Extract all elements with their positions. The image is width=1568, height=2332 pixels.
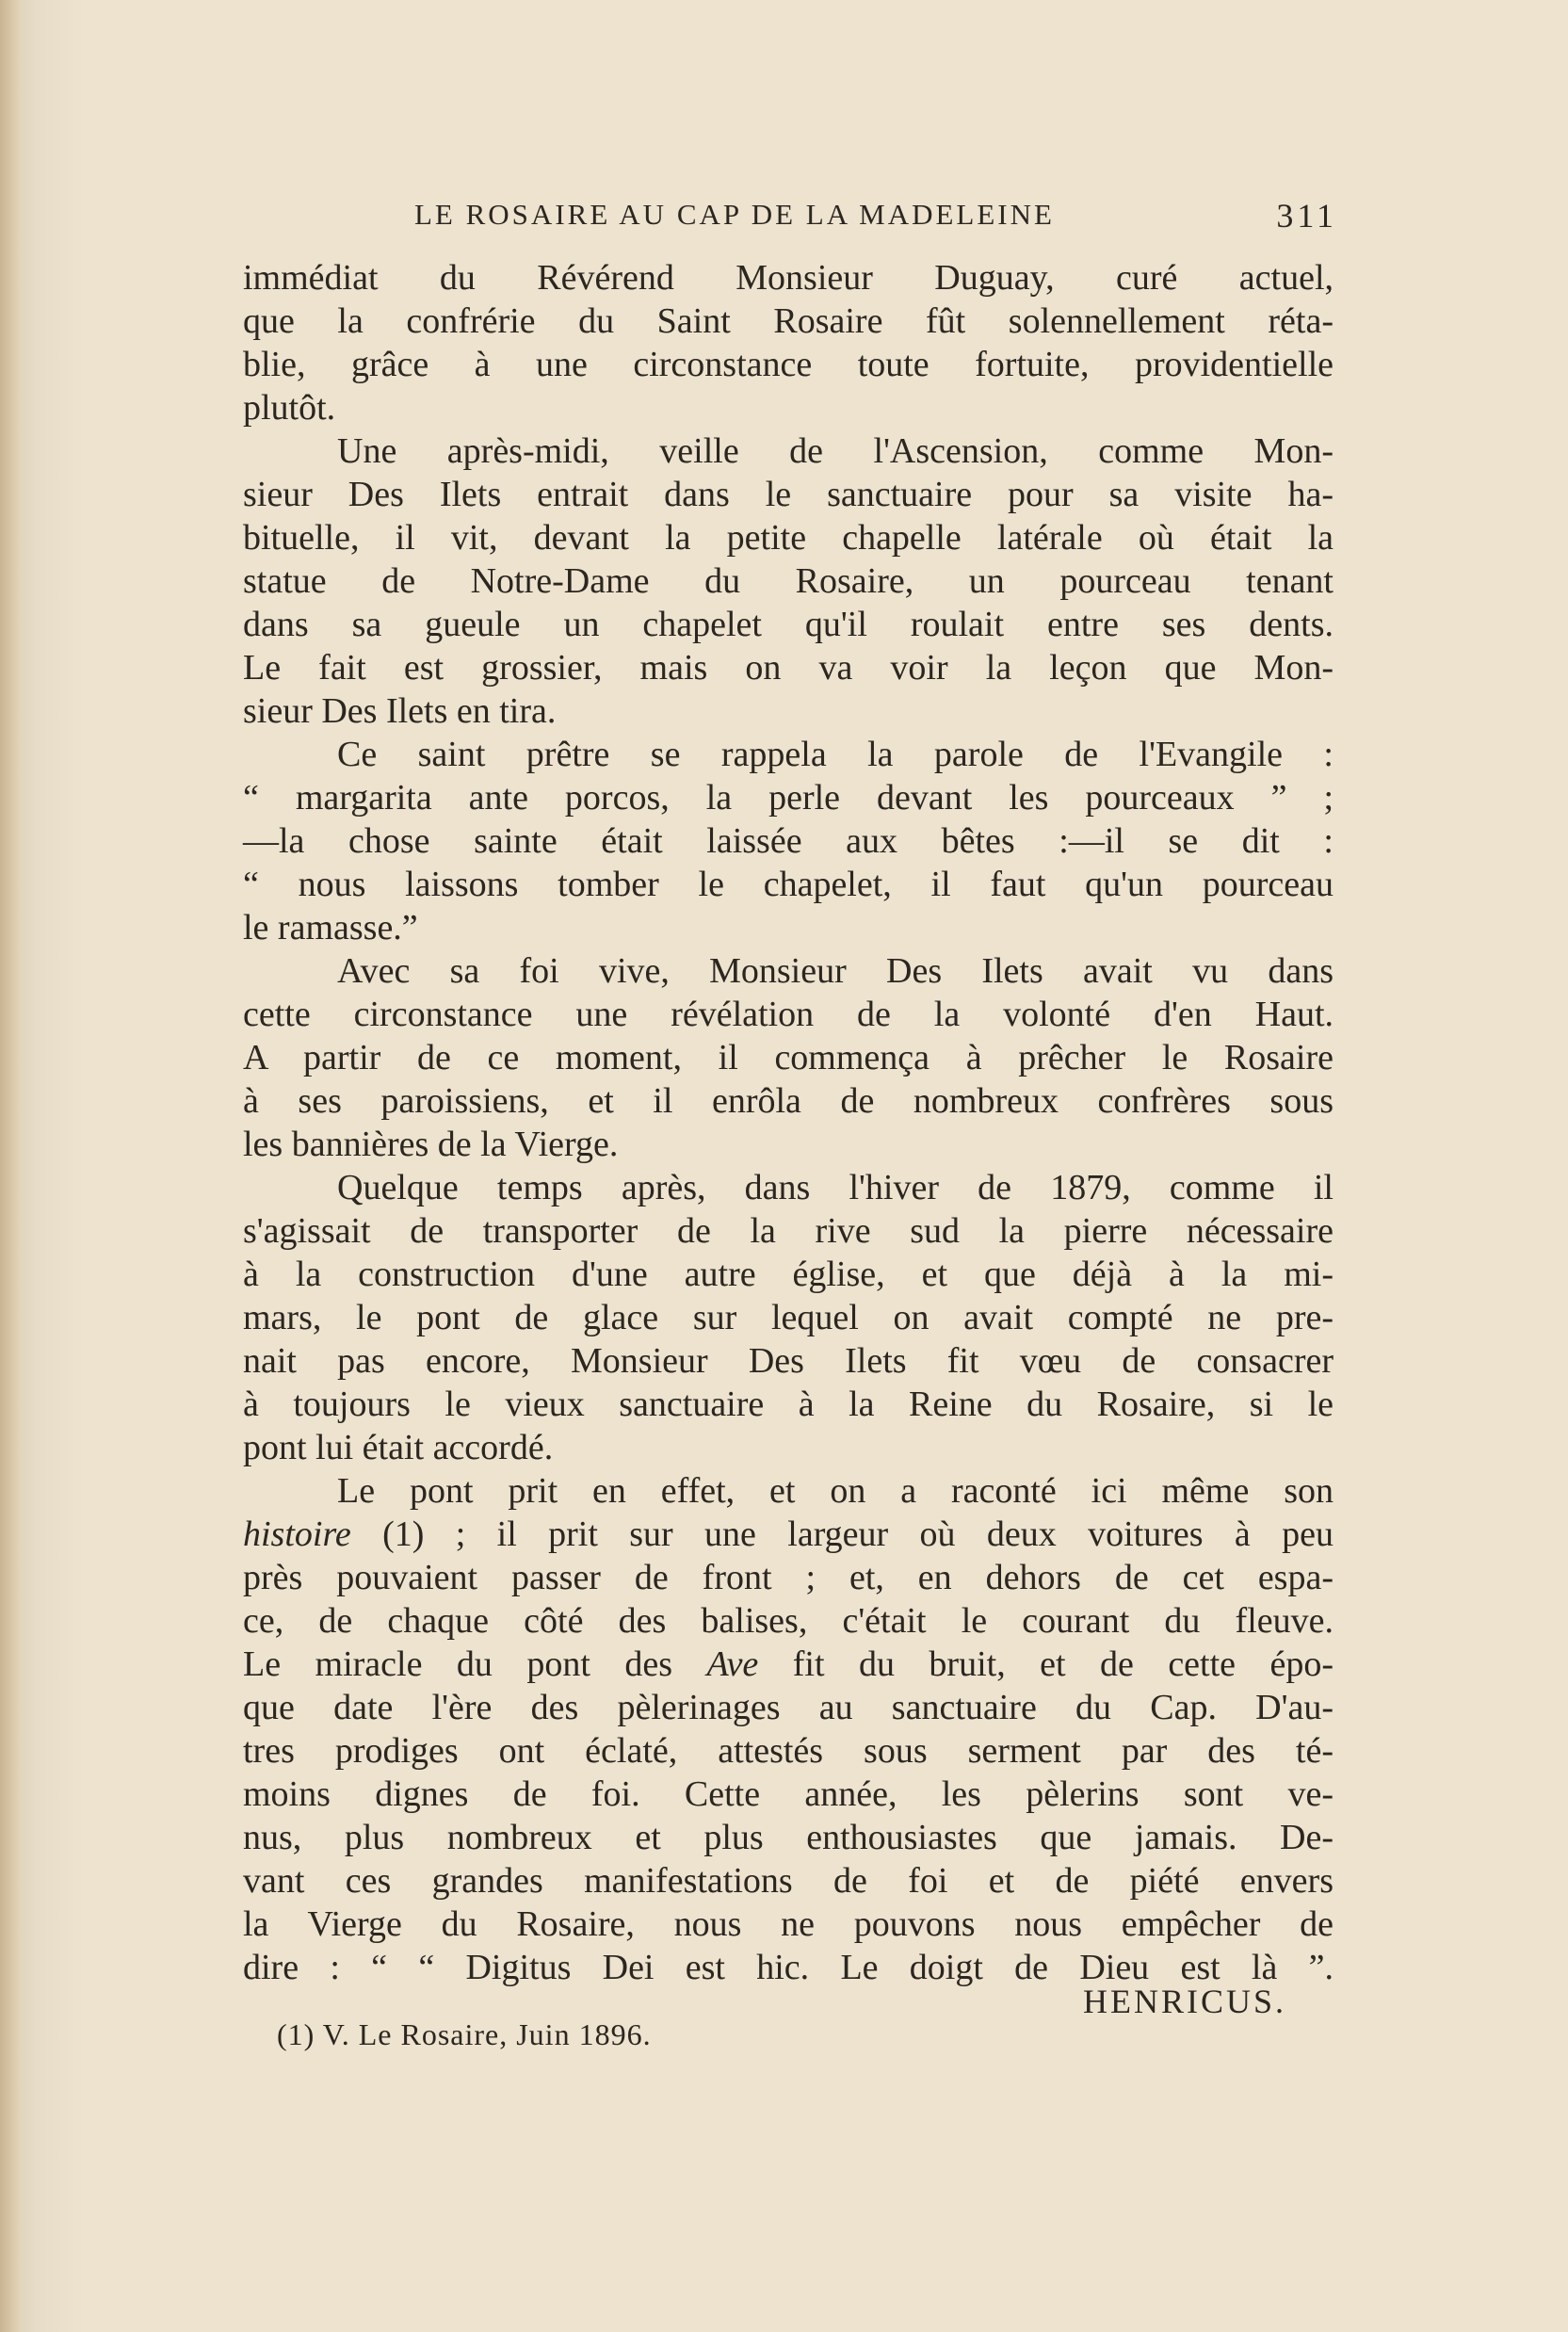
text-line: à ses paroissiens, et il enrôla de nombreux confrères sous	[243, 1081, 1334, 1121]
footnote: (1) V. Le Rosaire, Juin 1896.	[277, 2017, 652, 2051]
text-line: à la construction d'une autre église, et que déjà à la mi-	[243, 1255, 1334, 1294]
line-text-after: (1) ; il prit sur une largeur où deux voitures à peu	[350, 1514, 1334, 1554]
text-line: près pouvaient passer de front ; et, en dehors de cet espa-	[243, 1558, 1334, 1597]
text-line: dans sa gueule un chapelet qu'il roulait entre ses dents.	[243, 605, 1334, 644]
text-line: “ nous laissons tomber le chapelet, il faut qu'un pourceau	[243, 865, 1334, 904]
italic-term: Ave	[706, 1644, 759, 1684]
text-line: immédiat du Révérend Monsieur Duguay, curé actuel,	[243, 258, 1334, 298]
text-line: vant ces grandes manifestations de foi et de piété envers	[243, 1861, 1334, 1901]
text-line: dire : “ “ Digitus Dei est hic. Le doigt de Dieu est là ”.	[243, 1948, 1334, 1987]
running-header	[414, 198, 1337, 245]
text-line: que la confrérie du Saint Rosaire fût solennellement réta-	[243, 301, 1334, 341]
text-line: tres prodiges ont éclaté, attestés sous serment par des té-	[243, 1731, 1334, 1771]
text-line: Ce saint prêtre se rappela la parole de l'Evangile :	[337, 735, 1334, 774]
line-text-after: fit du bruit, et de cette épo-	[758, 1644, 1334, 1684]
text-line: nait pas encore, Monsieur Des Ilets fit vœu de consacrer	[243, 1341, 1334, 1381]
text-line: bituelle, il vit, devant la petite chapelle latérale où était la	[243, 518, 1334, 558]
text-line: ce, de chaque côté des balises, c'était le courant du fleuve.	[243, 1601, 1334, 1641]
text-line: s'agissait de transporter de la rive sud la pierre nécessaire	[243, 1211, 1334, 1251]
text-line: la Vierge du Rosaire, nous ne pouvons nous empêcher de	[243, 1904, 1334, 1944]
text-line: les bannières de la Vierge.	[243, 1125, 619, 1164]
text-line: sieur Des Ilets entrait dans le sanctuaire pour sa visite ha-	[243, 475, 1334, 514]
text-line: Quelque temps après, dans l'hiver de 1879, comme il	[337, 1168, 1334, 1207]
text-line: moins dignes de foi. Cette année, les pèlerins sont ve-	[243, 1774, 1334, 1814]
text-line	[243, 1513, 1334, 1556]
text-line: nus, plus nombreux et plus enthousiastes que jamais. De-	[243, 1818, 1334, 1857]
author-signature: HENRICUS.	[1083, 1983, 1287, 2020]
body-text	[243, 256, 1334, 1989]
text-line: le ramasse.”	[243, 908, 418, 947]
text-line: “ margarita ante porcos, la perle devant les pourceaux ” ;	[243, 778, 1334, 818]
running-title: LE ROSAIRE AU CAP DE LA MADELEINE	[414, 198, 1055, 231]
page-binding-edge	[0, 0, 21, 2332]
text-line	[243, 1643, 1334, 1686]
line-text-before: Le miracle du pont des	[243, 1644, 707, 1684]
text-line: Le pont prit en effet, et on a raconté ici même son	[337, 1471, 1334, 1511]
text-line: statue de Notre-Dame du Rosaire, un pourceau tenant	[243, 561, 1334, 601]
text-line: à toujours le vieux sanctuaire à la Reine du Rosaire, si le	[243, 1385, 1334, 1424]
text-line: mars, le pont de glace sur lequel on avait compté ne pre-	[243, 1298, 1334, 1337]
text-line: blie, grâce à une circonstance toute fortuite, providentielle	[243, 345, 1334, 384]
text-line: sieur Des Ilets en tira.	[243, 691, 557, 731]
page-number: 311	[1276, 197, 1337, 235]
text-line: A partir de ce moment, il commença à prêcher le Rosaire	[243, 1038, 1334, 1077]
text-line: que date l'ère des pèlerinages au sanctuaire du Cap. D'au-	[243, 1688, 1334, 1727]
text-line: Une après-midi, veille de l'Ascension, comme Mon-	[337, 431, 1334, 471]
text-line: cette circonstance une révélation de la volonté d'en Haut.	[243, 995, 1334, 1034]
text-line: plutôt.	[243, 388, 336, 428]
text-line: Avec sa foi vive, Monsieur Des Ilets avait vu dans	[337, 951, 1334, 991]
italic-term: histoire	[243, 1514, 351, 1554]
text-line: —la chose sainte était laissée aux bêtes :—il se dit :	[243, 821, 1334, 861]
text-line: pont lui était accordé.	[243, 1428, 554, 1467]
text-line: Le fait est grossier, mais on va voir la leçon que Mon-	[243, 648, 1334, 688]
